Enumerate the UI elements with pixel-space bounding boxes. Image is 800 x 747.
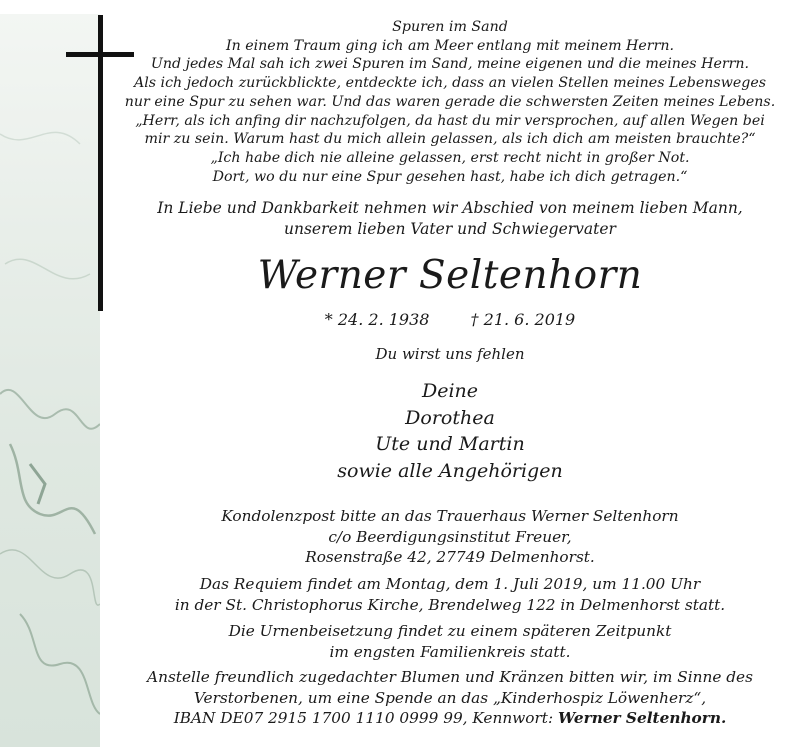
poem-spuren-im-sand <box>110 18 790 186</box>
donation-request <box>110 667 790 729</box>
iban-text: IBAN DE07 2915 1700 1110 0999 99, Kennwort: <box>173 709 558 727</box>
poem-line: Als ich jedoch zurückblickte, entdeckte ich, dass an vielen Stellen meines Lebensweges <box>133 75 767 92</box>
requiem-info <box>110 574 790 615</box>
requiem-line: Das Requiem findet am Montag, dem 1. Juli 2019, um 11.00 Uhr <box>199 575 701 593</box>
donation-keyword: Werner Seltenhorn. <box>557 709 727 727</box>
poem-line: Dort, wo du nur eine Spur gesehen hast, habe ich dich getragen.“ <box>212 168 688 185</box>
condolence-line: Rosenstraße 42, 27749 Delmenhorst. <box>305 548 595 566</box>
family-signature <box>110 378 790 484</box>
farewell-intro <box>110 198 790 240</box>
intro-line: unserem lieben Vater und Schwiegervater <box>284 220 616 238</box>
requiem-line: in der St. Christophorus Kirche, Brendelweg 122 in Delmenhorst statt. <box>174 595 726 614</box>
urn-burial-info <box>110 621 790 662</box>
poem-line: „Herr, als ich anfing dir nachzufolgen, da hast du mir versprochen, auf allen Wegen bei <box>135 112 765 129</box>
miss-you-text: Du wirst uns fehlen <box>375 345 525 363</box>
death-date: † 21. 6. 2019 <box>470 310 576 329</box>
cross-vertical-bar <box>98 15 103 311</box>
poem-line: Und jedes Mal sah ich zwei Spuren im Sand, meine eigenen und die meines Herrn. <box>150 56 750 73</box>
family-line: Dorothea <box>405 406 495 429</box>
marble-veins-graphic <box>0 14 100 747</box>
donation-bank-line <box>110 708 790 729</box>
condolence-line: c/o Beerdigungsinstitut Freuer, <box>328 527 572 546</box>
poem-line: In einem Traum ging ich am Meer entlang mit meinem Herrn. <box>225 37 675 54</box>
condolence-line: Kondolenzpost bitte an das Trauerhaus Werner Seltenhorn <box>221 507 679 525</box>
intro-line: In Liebe und Dankbarkeit nehmen wir Abschied von meinem lieben Mann, <box>157 199 743 217</box>
urn-line: Die Urnenbeisetzung findet zu einem späteren Zeitpunkt <box>228 622 672 640</box>
poem-line: „Ich habe dich nie alleine gelassen, erst recht nicht in großer Not. <box>210 149 690 166</box>
condolence-address <box>110 506 790 568</box>
birth-date: * 24. 2. 1938 <box>324 310 430 329</box>
urn-line: im engsten Familienkreis statt. <box>329 642 571 661</box>
family-line: sowie alle Angehörigen <box>337 459 563 482</box>
poem-line: nur eine Spur zu sehen war. Und das waren gerade die schwersten Zeiten meines Lebens. <box>124 93 776 110</box>
life-dates <box>110 310 790 329</box>
family-line: Ute und Martin <box>375 433 525 455</box>
family-line: Deine <box>421 380 479 402</box>
poem-line: mir zu sein. Warum hast du mich allein gelassen, als ich dich am meisten brauchte?“ <box>144 131 756 148</box>
donation-line: Verstorbenen, um eine Spende an das „Kinderhospiz Löwenherz“, <box>193 688 707 707</box>
marble-border-decoration <box>0 14 100 747</box>
deceased-name: Werner Seltenhorn <box>257 253 643 298</box>
poem-title: Spuren im Sand <box>392 19 508 35</box>
donation-line: Anstelle freundlich zugedachter Blumen und Kränzen bitten wir, im Sinne des <box>147 668 753 686</box>
